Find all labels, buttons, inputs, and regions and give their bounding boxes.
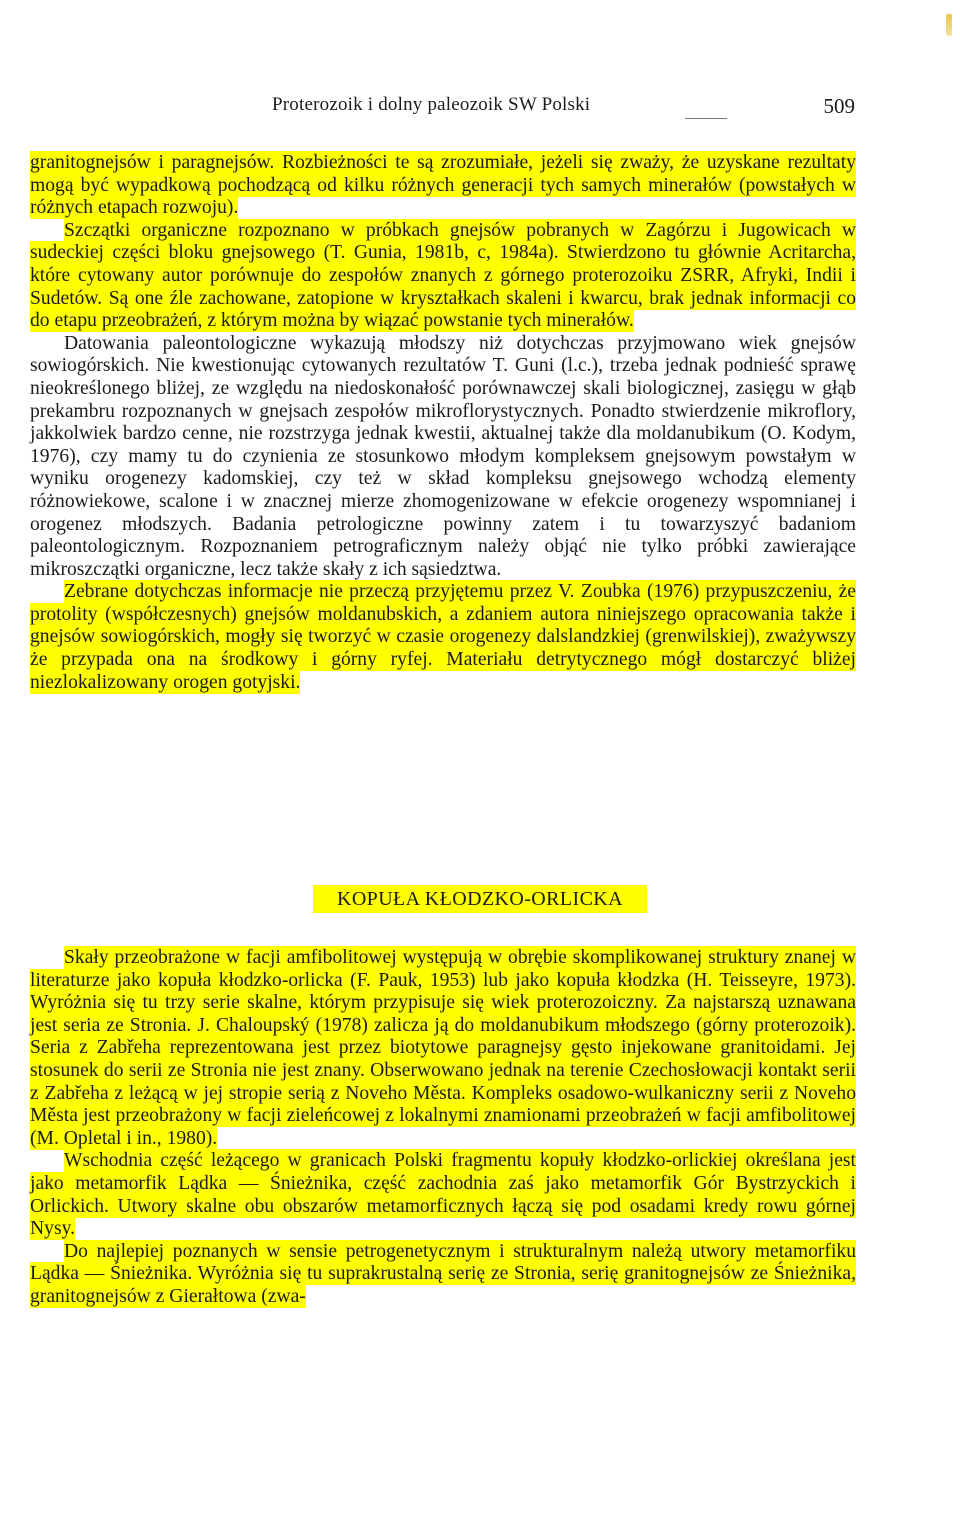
paragraph xyxy=(30,1241,856,1309)
page-header xyxy=(30,94,855,124)
paragraph xyxy=(30,1150,856,1240)
highlighted-text: Szczątki organiczne rozpoznano w próbkach gnejsów pobranych w Zagórzu i Jugowicach w sudeckiej części bloku gnejsowego (T. Gunia, 1981b, c, 1984a). Stwierdzono tu głównie Acritarcha, które cytowany autor porównuje do zespołów znanych z górnego proterozoiku ZSRR, Afryki, Indii i Sudetów. Są one źle zachowane, zatopione w kryształkach skaleni i kwarcu, brak jednak informacji co do etapu przeobrażeń, z którym można by wiązać powstanie tych minerałów. xyxy=(30,219,856,332)
paragraph xyxy=(30,220,856,333)
highlighted-text: Zebrane dotychczas informacje nie przeczą przyjętemu przez V. Zoubka (1976) przypuszczeniu, że protolity (współczesnych) gnejsów moldanubskich, a zdaniem autora niniejszego opracowania także i gnejsów sowiogórskich, mogły się tworzyć w czasie orogenezy dalslandzkiej (grenwilskiej), zważywszy że przypada ona na środkowy i górny ryfej. Materiału detrytycznego mógł dostarczyć bliżej niezlokalizowany orogen gotyjski. xyxy=(30,581,856,693)
paragraph xyxy=(30,581,856,694)
paragraph xyxy=(30,947,856,1150)
section-heading-text: KOPUŁA KŁODZKO-ORLICKA xyxy=(313,885,647,913)
page-number: 509 xyxy=(823,94,855,118)
header-rule xyxy=(685,118,727,119)
highlighted-text: Skały przeobrażone w facji amfibolitowej występują w obrębie skomplikowanej struktury znanej w literaturze jako kopuła kłodzko-orlicka (F. Pauk, 1953) lub jako kopuła kłodzka (H. Teisseyre, 1973). Wyróżnia się tu trzy serie skalne, którym przypisuje się wiek proterozoiczny. Za najstarszą uznawana jest seria ze Stronia. J. Chaloupský (1978) zalicza ją do moldanubikum młodszego (górny proterozoik). Seria z Zabřeha reprezentowana jest przez biotytowe paragnejsy gęsto injekowane granitoidami. Jej stosunek do serii ze Stronia nie jest znany. Obserwowano jednak na terenie Czechosłowacji kontakt serii z Zabřeha z leżącą w jej stropie serią z Noveho Města. Kompleks osadowo-wulkaniczny serii z Noveho Města jest przeobrażony w facji zieleńcowej z lokalnymi znamionami przeobrażeń w facji amfibolitowej (M. Opletal i in., 1980). xyxy=(30,947,856,1149)
section-heading xyxy=(0,888,960,911)
running-title: Proterozoik i dolny paleozoik SW Polski xyxy=(272,94,591,115)
highlighted-text: Wschodnia część leżącego w granicach Polski fragmentu kopuły kłodzko-orlickiej określana jest jako metamorfik Lądka — Śnieżnika, część zachodnia zaś jako metamorfik Gór Bystrzyckich i Orlickich. Utwory skalne obu obszarów metamorficznych łączą się pod osadami kredy rowu górnej Nysy. xyxy=(30,1150,856,1240)
paragraph xyxy=(30,152,856,220)
plain-text: Datowania paleontologiczne wykazują młodszy niż dotychczas przyjmowano wiek gnejsów sowiogórskich. Nie kwestionując cytowanych rezultatów T. Guni (l.c.), trzeba jednak podnieść sprawę nieokreślonego bliżej, ze względu na niedoskonałość porównawczej skali biologicznej, zasięgu w głąb prekambru rozpoznanych w gnejsach zespołów mikroflorystycznych. Ponadto stwierdzenie mikroflory, jakkolwiek bardzo cenne, nie rozstrzyga jednak kwestii, aktualnej także dla moldanubikum (O. Kodym, 1976), czy mamy tu do czynienia ze stosunkowo młodym kompleksem gnejsowym powstałym w wyniku orogenezy kadomskiej, czy też w skład kompleksu gnejsowego wchodzą elementy różnowiekowe, scalone i w znacznej mierze zhomogenizowane w efekcie orogenezy wspomnianej i orogenez młodszych. Badania petrologiczne powinny zatem i tu towarzyszyć badaniom paleontologicznym. Rozpoznaniem petrograficznym należy objąć nie tylko próbki zawierające mikroszczątki organiczne, lecz także skały z ich sąsiedztwa. xyxy=(30,332,856,580)
highlighted-text: Do najlepiej poznanych w sensie petrogenetycznym i strukturalnym należą utwory metamorfiku Lądka — Śnieżnika. Wyróżnia się tu suprakrustalną serię ze Stronia, serię granitognejsów ze Śnieżnika, granitognejsów z Gierałtowa (zwa- xyxy=(30,1240,856,1307)
paragraph xyxy=(30,333,856,582)
body-text-section-1 xyxy=(30,152,856,694)
highlighted-text: granitognejsów i paragnejsów. Rozbieżności te są zrozumiałe, jeżeli się zważy, że uzyskane rezultaty mogą być wypadkową pochodzącą od kilku różnych generacji tych samych minerałów (powstałych w różnych etapach rozwoju). xyxy=(30,152,856,219)
body-text-section-2 xyxy=(30,947,856,1309)
scan-artifact xyxy=(946,14,952,36)
